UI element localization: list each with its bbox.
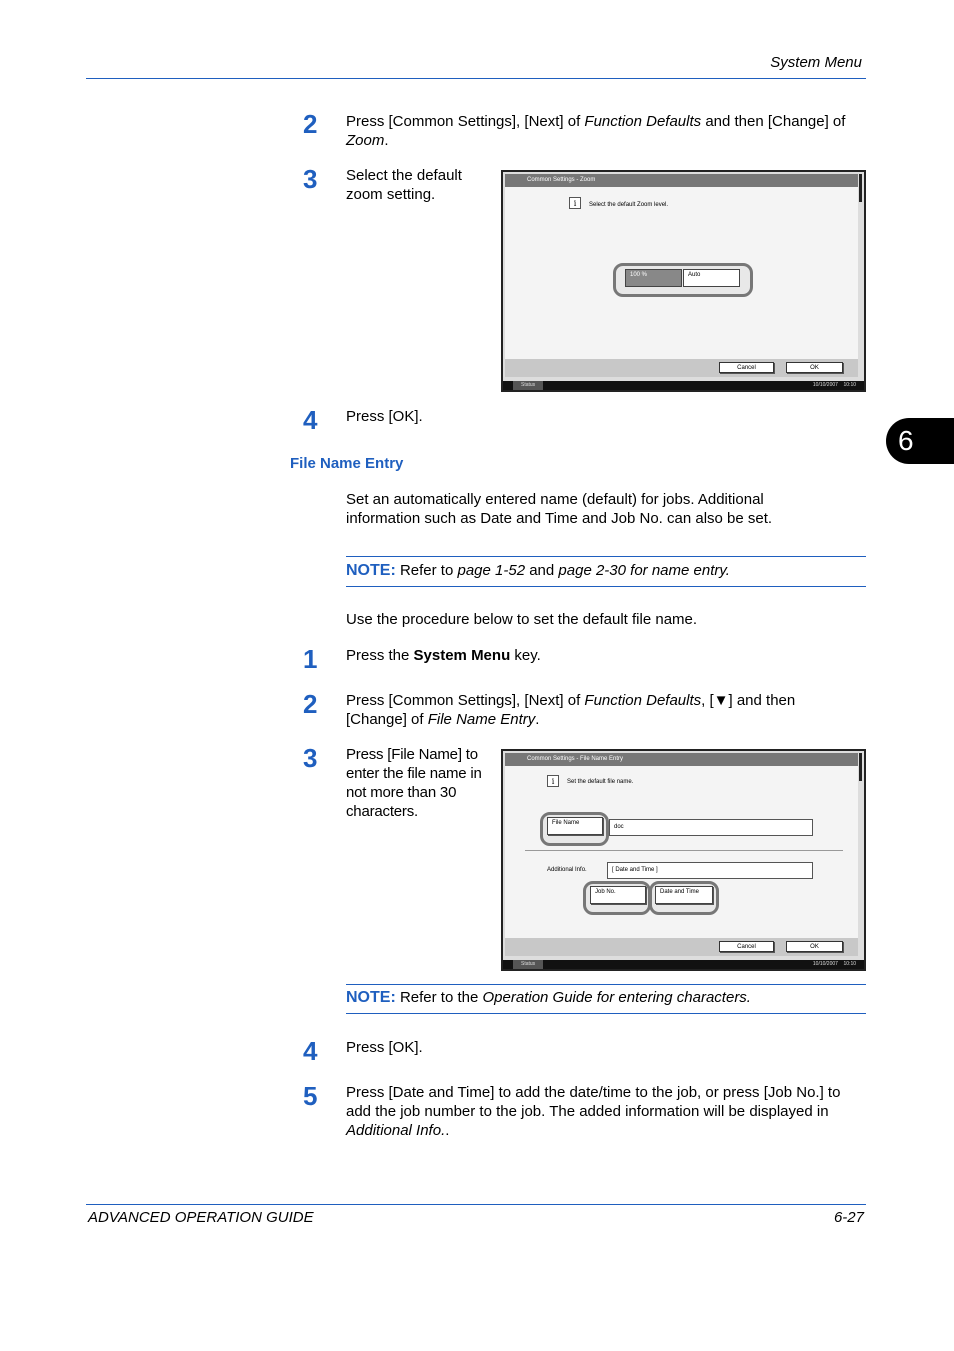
ok-button[interactable]: OK xyxy=(786,941,843,952)
note-rule-top xyxy=(346,556,866,557)
status-button[interactable]: Status xyxy=(513,960,543,969)
job-no-button[interactable]: Job No. xyxy=(590,886,646,904)
file-name-field: doc xyxy=(609,819,813,836)
status-button[interactable]: Status xyxy=(513,381,543,390)
footer-guide-title: ADVANCED OPERATION GUIDE xyxy=(88,1209,314,1226)
scrollbar[interactable] xyxy=(859,174,862,202)
step-text: Press [Common Settings], [Next] of Function Defaults and then [Change] of Zoom. xyxy=(346,113,846,149)
cancel-button[interactable]: Cancel xyxy=(719,941,774,952)
screen-title: Common Settings - File Name Entry xyxy=(505,753,858,766)
step-number: 4 xyxy=(303,1036,318,1066)
step-text: Press [Common Settings], [Next] of Function Defaults, [▼] and then [Change] of File Name Entry. xyxy=(346,692,796,728)
step-number: 4 xyxy=(303,405,318,435)
step-text: Press the System Menu key. xyxy=(346,647,541,664)
note: NOTE: Refer to page 1-52 and page 2-30 for name entry. xyxy=(346,562,730,579)
screen-footer xyxy=(505,938,858,956)
note: NOTE: Refer to the Operation Guide for entering characters. xyxy=(346,989,751,1006)
step-text: Press [File Name] to enter the file name in not more than 30 characters. xyxy=(346,746,482,820)
screen-title: Common Settings - Zoom xyxy=(505,174,858,187)
info-icon: i xyxy=(569,197,581,209)
file-name-entry-screen xyxy=(501,749,866,971)
step-text: Press [OK]. xyxy=(346,1039,423,1056)
note-rule-bottom xyxy=(346,1013,866,1014)
step-text: Select the default zoom setting. xyxy=(346,167,462,203)
screen-footer xyxy=(505,359,858,377)
chapter-tab: 6 xyxy=(886,418,954,464)
step-text: Press [OK]. xyxy=(346,408,423,425)
note-rule-top xyxy=(346,984,866,985)
screen-body xyxy=(505,187,858,359)
screen-datetime: 10/10/2007 10:10 xyxy=(812,382,856,388)
screen-message: Select the default Zoom level. xyxy=(589,202,669,208)
procedure-intro: Use the procedure below to set the default file name. xyxy=(346,611,698,628)
step-number: 3 xyxy=(303,164,318,194)
note-rule-bottom xyxy=(346,586,866,587)
date-and-time-button[interactable]: Date and Time xyxy=(655,886,713,904)
step-number: 2 xyxy=(303,689,318,719)
running-header-title: System Menu xyxy=(770,54,862,71)
step-number: 5 xyxy=(303,1081,318,1111)
zoom-100-button[interactable]: 100 % xyxy=(625,269,682,287)
cancel-button[interactable]: Cancel xyxy=(719,362,774,373)
step-text: Press [Date and Time] to add the date/time to the job, or press [Job No.] to add the job number to the job. The added information will be displayed in Additional Info.. xyxy=(346,1084,841,1139)
additional-info-label: Additional Info. xyxy=(547,867,587,873)
status-bar xyxy=(503,960,864,969)
additional-info-field: [ Date and Time ] xyxy=(607,862,813,879)
section-heading: File Name Entry xyxy=(290,455,404,472)
file-name-button[interactable]: File Name xyxy=(547,817,603,835)
step-number: 2 xyxy=(303,109,318,139)
divider xyxy=(525,850,843,851)
status-bar xyxy=(503,381,864,390)
header-rule xyxy=(86,78,866,79)
scrollbar[interactable] xyxy=(859,753,862,781)
screen-datetime: 10/10/2007 10:10 xyxy=(812,961,856,967)
footer-rule xyxy=(86,1204,866,1205)
section-intro: Set an automatically entered name (default) for jobs. Additional information such as Date and Time and Job No. can also be set. xyxy=(346,491,773,527)
step-number: 3 xyxy=(303,743,318,773)
ok-button[interactable]: OK xyxy=(786,362,843,373)
zoom-auto-button[interactable]: Auto xyxy=(683,269,740,287)
screen-body xyxy=(505,766,858,938)
zoom-settings-screen xyxy=(501,170,866,392)
footer-page-number: 6-27 xyxy=(833,1209,864,1226)
info-icon: i xyxy=(547,775,559,787)
screen-message: Set the default file name. xyxy=(567,779,634,785)
step-number: 1 xyxy=(303,644,318,674)
